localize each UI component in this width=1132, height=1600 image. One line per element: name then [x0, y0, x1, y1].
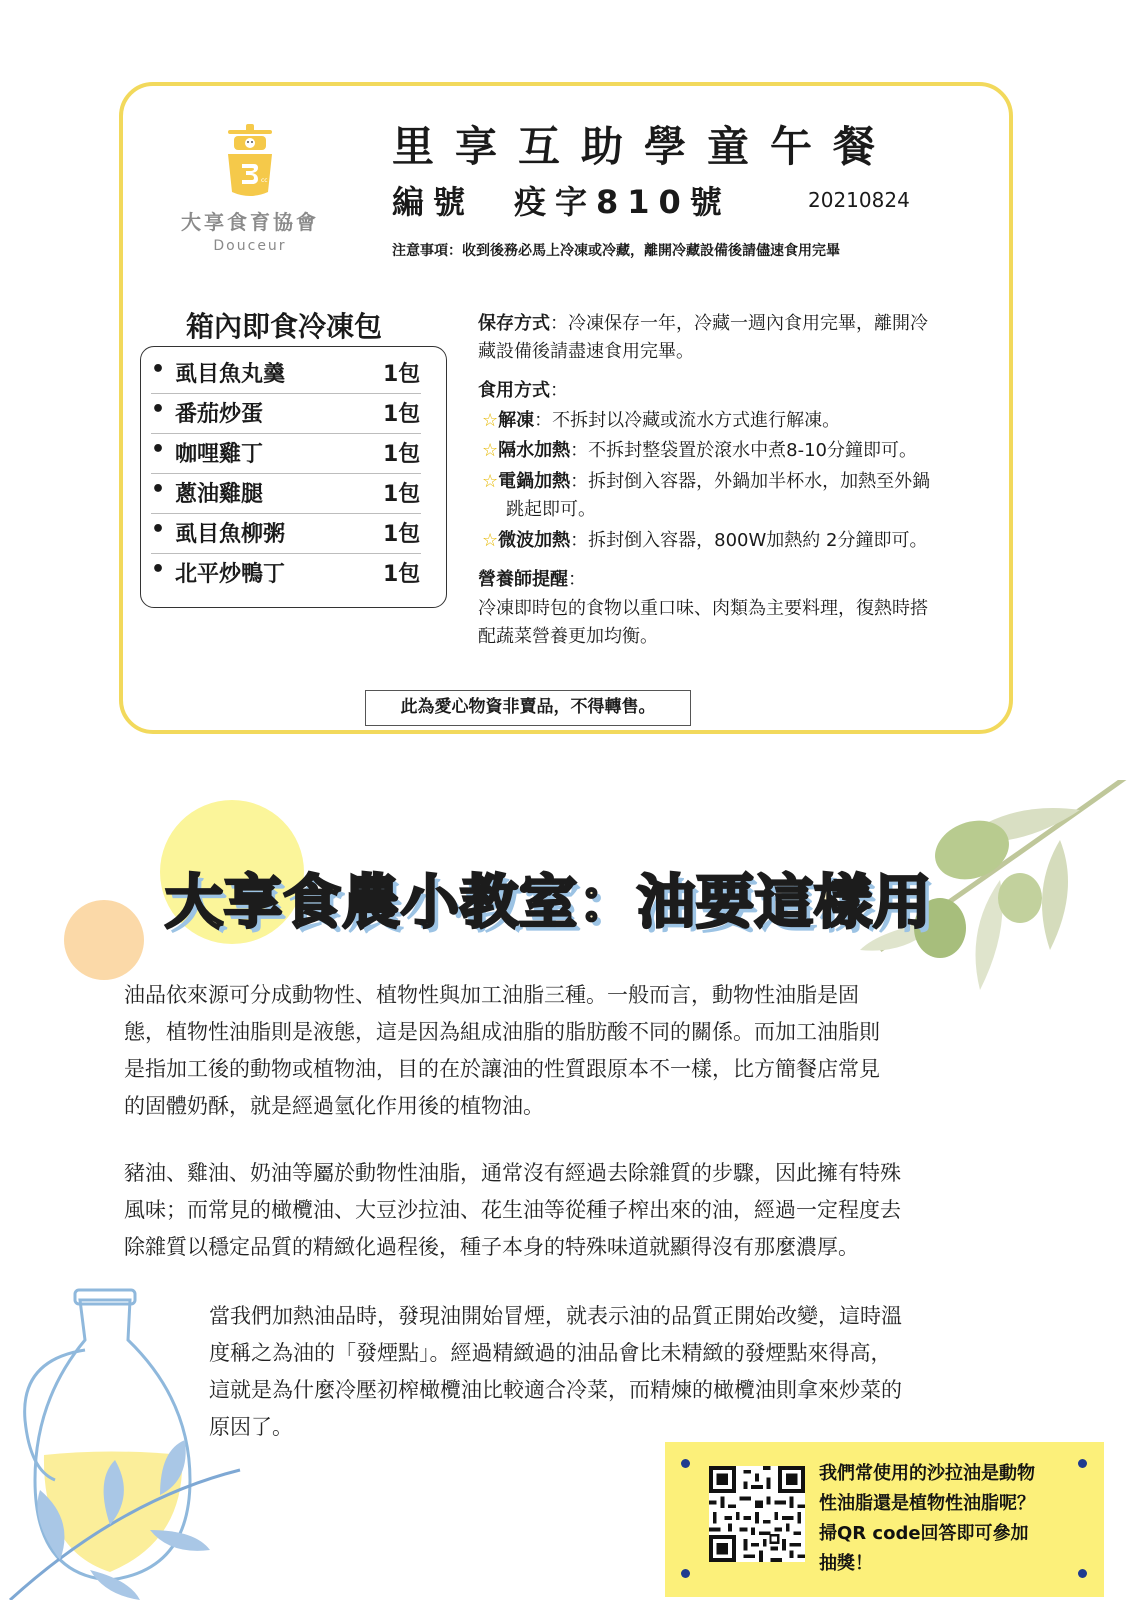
pack-item: [151, 355, 421, 394]
pack-item-qty: 1包: [383, 402, 421, 427]
dietitian-label: 營養師提醒: [478, 569, 568, 590]
page-title: 里享互助學童午餐: [392, 122, 897, 171]
code-label: 編號: [392, 183, 475, 221]
star-icon: ☆: [482, 530, 499, 551]
paragraph-3-line: 度稱之為油的「發煙點」。經過精緻過的油品會比未精緻的發煙點來得高，: [209, 1341, 892, 1365]
paragraph-1-line: 的固體奶酥，就是經過氫化作用後的植物油。: [124, 1094, 544, 1118]
usage-method: [482, 437, 917, 465]
pack-item: [151, 555, 421, 593]
bullet-icon: •: [151, 397, 166, 422]
paragraph-1-line: 是指加工後的動物或植物油，目的在於讓油的性質跟原本不一樣，比方簡餐店常見: [124, 1057, 880, 1081]
code-value: 疫字810號: [514, 183, 731, 221]
dietitian-heading: [478, 566, 586, 594]
pack-item-name: 虱目魚柳粥: [175, 522, 286, 547]
logo-mascot-icon: [218, 124, 282, 200]
peach-circle-decoration: [64, 900, 144, 980]
pack-item-qty: 1包: [383, 362, 421, 387]
paragraph-1-line: 態，植物性油脂則是液態，這是因為組成油脂的脂肪酸不同的關係。而加工油脂則: [124, 1020, 880, 1044]
dietitian-line2: 配蔬菜營養更加均衡。: [478, 626, 658, 647]
logo: [170, 124, 330, 264]
paragraph-2-line: 豬油、雞油、奶油等屬於動物性油脂，通常沒有經過去除雜質的步驟，因此擁有特殊: [124, 1161, 901, 1185]
logo-subtitle: Douceur: [213, 238, 287, 254]
star-icon: ☆: [482, 440, 499, 461]
paragraph-2-line: 除雜質以穩定品質的精緻化過程後，種子本身的特殊味道就顯得沒有那麼濃厚。: [124, 1235, 859, 1259]
pack-item: [151, 435, 421, 474]
bullet-icon: •: [151, 477, 166, 502]
paragraph-2-line: 風味；而常見的橄欖油、大豆沙拉油、花生油等從種子榨出來的油，經過一定程度去: [124, 1198, 901, 1222]
qr-prompt-line: 性油脂還是植物性油脂呢？: [819, 1493, 1035, 1514]
notice-text: 注意事項：收到後務必馬上冷凍或冷藏，離開冷藏設備後請儘速食用完畢: [392, 243, 840, 259]
usage-method: [482, 527, 927, 555]
qr-prompt-line: 我們常使用的沙拉油是動物: [819, 1463, 1035, 1484]
pack-item-qty: 1包: [383, 522, 421, 547]
pack-item: [151, 475, 421, 514]
pack-item-name: 蔥油雞腿: [175, 482, 264, 507]
corner-dot-icon: [1078, 1459, 1087, 1468]
pack-item: [151, 395, 421, 434]
usage-colon: ：: [550, 380, 568, 401]
issue-date: 20210824: [808, 188, 910, 212]
pack-item-qty: 1包: [383, 442, 421, 467]
pack-item-name: 北平炒鴨丁: [175, 562, 286, 587]
usage-method-text: ：不拆封以冷藏或流水方式進行解凍。: [534, 410, 841, 431]
usage-method: [482, 407, 840, 435]
bullet-icon: •: [151, 517, 166, 542]
bullet-icon: •: [151, 437, 166, 462]
qr-code-icon[interactable]: [709, 1466, 805, 1562]
pack-item-qty: 1包: [383, 482, 421, 507]
usage-heading: [478, 377, 568, 405]
paragraph-3-line: 這就是為什麼冷壓初榨橄欖油比較適合冷菜，而精煉的橄欖油則拿來炒菜的: [209, 1378, 902, 1402]
pack-list: [140, 346, 447, 608]
corner-dot-icon: [681, 1459, 690, 1468]
usage-method-text: ：不拆封整袋置於滾水中煮8-10分鐘即可。: [570, 440, 917, 461]
paragraph-3-line: 原因了。: [209, 1415, 293, 1439]
pack-item-name: 虱目魚丸羹: [175, 362, 286, 387]
corner-dot-icon: [1078, 1569, 1087, 1578]
not-for-sale-note: 此為愛心物資非賣品，不得轉售。: [365, 690, 691, 726]
corner-dot-icon: [681, 1569, 690, 1578]
paragraph-1-line: 油品依來源可分成動物性、植物性與加工油脂三種。一般而言，動物性油脂是固: [124, 983, 859, 1007]
bullet-icon: •: [151, 357, 166, 382]
usage-method-label: 解凍: [498, 410, 535, 431]
pack-list-title: 箱內即食冷凍包: [186, 310, 383, 343]
dietitian-line1: 冷凍即時包的食物以重口味、肉類為主要料理，復熱時搭: [478, 598, 928, 619]
pack-item-name: 咖哩雞丁: [175, 442, 264, 467]
paragraph-3-line: 當我們加熱油品時，發現油開始冒煙，就表示油的品質正開始改變，這時溫: [209, 1304, 902, 1328]
qr-callout: [665, 1442, 1104, 1597]
qr-prompt-line: 掃QR code回答即可參加: [819, 1523, 1029, 1544]
storage-text: ：冷凍保存一年，冷藏一週內食用完畢，離開冷: [550, 313, 928, 334]
usage-method: [482, 468, 930, 496]
qr-prompt: [819, 1459, 1035, 1579]
bullet-icon: •: [151, 557, 166, 582]
qr-prompt-line: 抽獎！: [819, 1553, 873, 1574]
pack-item-qty: 1包: [383, 562, 421, 587]
usage-method-label: 隔水加熱: [498, 440, 571, 461]
usage-method-continued: 跳起即可。: [506, 499, 596, 520]
star-icon: ☆: [482, 410, 499, 431]
lesson-heading: 大享食農小教室：油要這樣用: [165, 868, 933, 936]
dietitian-colon: ：: [568, 569, 586, 590]
star-icon: ☆: [482, 471, 499, 492]
storage-line2: 藏設備後請盡速食用完畢。: [478, 341, 694, 362]
usage-method-label: 電鍋加熱: [498, 471, 571, 492]
storage-line1: [478, 310, 928, 338]
usage-label: 食用方式: [478, 380, 550, 401]
pack-item: [151, 515, 421, 554]
svg-text:cc: cc: [261, 177, 268, 184]
storage-label: 保存方式: [478, 313, 550, 334]
pack-item-name: 番茄炒蛋: [175, 402, 264, 427]
usage-method-label: 微波加熱: [498, 530, 571, 551]
logo-name: 大享食育協會: [181, 210, 319, 234]
usage-method-text: ：拆封倒入容器，800W加熱約 2分鐘即可。: [570, 530, 928, 551]
usage-method-text: ：拆封倒入容器，外鍋加半杯水，加熱至外鍋: [570, 471, 931, 492]
